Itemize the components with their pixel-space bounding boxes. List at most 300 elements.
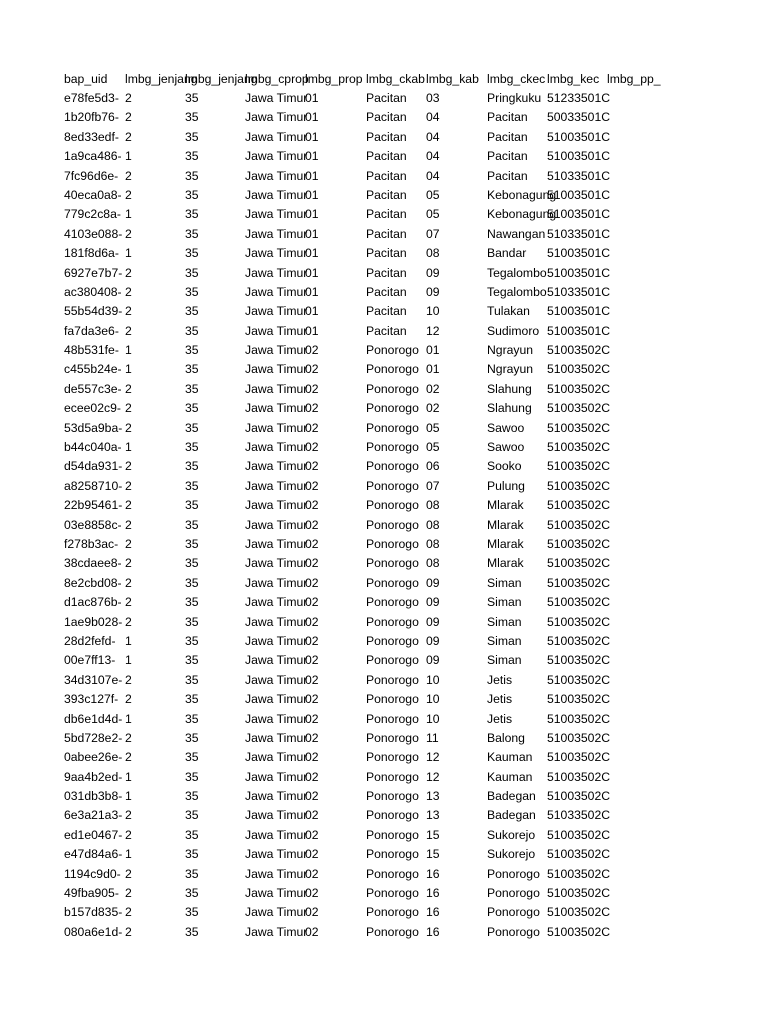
cell-lmbg-prop[interactable]: Jawa Timur xyxy=(245,905,308,920)
cell-lmbg-prop[interactable]: Jawa Timur xyxy=(245,284,308,299)
cell-bap-uid[interactable] xyxy=(64,302,125,321)
cell-lmbg-kec[interactable]: Nawangan xyxy=(487,226,546,241)
cell-lmbg-kec[interactable]: Pacitan xyxy=(487,129,528,144)
cell-lmbg-ckec[interactable]: 16 xyxy=(426,924,440,939)
cell-bap-uid[interactable] xyxy=(64,108,125,127)
cell-lmbg-kab[interactable]: Pacitan xyxy=(366,284,407,299)
cell-lmbg-cprop[interactable]: 35 xyxy=(185,847,199,862)
cell-lmbg-kab[interactable]: Ponorogo xyxy=(366,924,419,939)
cell-lmbg-kec[interactable]: Siman xyxy=(487,633,522,648)
cell-lmbg-ckab[interactable]: 02 xyxy=(305,420,319,435)
cell-lmbg-kab[interactable]: Ponorogo xyxy=(366,459,419,474)
cell-lmbg-pp[interactable]: 51003502C xyxy=(547,614,611,629)
header-lmbg-jenjang[interactable]: lmbg_jenjang xyxy=(125,72,198,86)
cell-lmbg-ckab[interactable]: 02 xyxy=(305,556,319,571)
cell-lmbg-kec[interactable]: Jetis xyxy=(487,711,513,726)
cell-lmbg-ckab[interactable]: 01 xyxy=(305,149,319,164)
cell-lmbg-kec[interactable]: Pacitan xyxy=(487,168,528,183)
cell-lmbg-prop[interactable]: Jawa Timur xyxy=(245,595,308,610)
cell-lmbg-kab[interactable]: Ponorogo xyxy=(366,536,419,551)
cell-lmbg-ckec[interactable]: 12 xyxy=(426,769,440,784)
cell-lmbg-kab[interactable]: Ponorogo xyxy=(366,381,419,396)
cell-lmbg-ckab[interactable]: 01 xyxy=(305,91,319,105)
cell-lmbg-pp[interactable]: 51033501C xyxy=(547,226,611,241)
header-lmbg-prop[interactable]: lmbg_prop xyxy=(305,72,363,86)
cell-lmbg-ckab[interactable]: 02 xyxy=(305,575,319,590)
cell-lmbg-pp[interactable]: 51003502C xyxy=(547,517,611,532)
cell-lmbg-jenjang[interactable]: 2 xyxy=(125,595,132,610)
cell-lmbg-jenjang[interactable]: 2 xyxy=(125,614,132,629)
cell-lmbg-kec[interactable]: Mlarak xyxy=(487,556,524,571)
cell-lmbg-jenjang[interactable]: 2 xyxy=(125,672,132,687)
cell-lmbg-jenjang[interactable]: 2 xyxy=(125,129,132,144)
cell-lmbg-pp[interactable]: 51003501C xyxy=(547,187,611,202)
cell-lmbg-jenjang[interactable]: 1 xyxy=(125,246,132,261)
cell-lmbg-prop[interactable]: Jawa Timur xyxy=(245,362,308,377)
cell-lmbg-ckec[interactable]: 12 xyxy=(426,323,440,338)
cell-bap-uid[interactable] xyxy=(64,360,125,379)
cell-lmbg-kec[interactable]: Ponorogo xyxy=(487,924,540,939)
cell-lmbg-cprop[interactable]: 35 xyxy=(185,187,199,202)
cell-lmbg-cprop[interactable]: 35 xyxy=(185,789,199,804)
cell-lmbg-cprop[interactable]: 35 xyxy=(185,827,199,842)
cell-lmbg-ckec[interactable]: 12 xyxy=(426,750,440,765)
cell-lmbg-pp[interactable]: 51003502C xyxy=(547,827,611,842)
cell-lmbg-ckec[interactable]: 15 xyxy=(426,847,440,862)
cell-lmbg-kec[interactable]: Pulung xyxy=(487,478,525,493)
cell-lmbg-prop[interactable]: Jawa Timur xyxy=(245,323,308,338)
cell-lmbg-jenjang[interactable]: 2 xyxy=(125,187,132,202)
cell-lmbg-jenjang[interactable]: 2 xyxy=(125,265,132,280)
header-lmbg-ckec[interactable]: lmbg_ckec xyxy=(487,72,546,86)
cell-lmbg-cprop[interactable]: 35 xyxy=(185,91,199,105)
cell-lmbg-kec[interactable]: Mlarak xyxy=(487,536,524,551)
cell-lmbg-prop[interactable]: Jawa Timur xyxy=(245,692,308,707)
cell-lmbg-prop[interactable]: Jawa Timur xyxy=(245,440,308,455)
cell-lmbg-prop[interactable]: Jawa Timur xyxy=(245,343,308,358)
cell-lmbg-ckab[interactable]: 02 xyxy=(305,401,319,416)
cell-lmbg-pp[interactable]: 51003502C xyxy=(547,711,611,726)
cell-bap-uid[interactable] xyxy=(64,923,125,942)
cell-lmbg-ckec[interactable]: 10 xyxy=(426,692,440,707)
cell-bap-uid[interactable] xyxy=(64,89,125,108)
cell-lmbg-kec[interactable]: Siman xyxy=(487,614,522,629)
cell-lmbg-ckec[interactable]: 04 xyxy=(426,168,440,183)
cell-lmbg-ckec[interactable]: 07 xyxy=(426,478,440,493)
cell-lmbg-kab[interactable]: Ponorogo xyxy=(366,808,419,823)
cell-lmbg-cprop[interactable]: 35 xyxy=(185,750,199,765)
cell-bap-uid[interactable] xyxy=(64,477,125,496)
cell-lmbg-kab[interactable]: Pacitan xyxy=(366,129,407,144)
cell-lmbg-kab[interactable]: Pacitan xyxy=(366,187,407,202)
cell-lmbg-prop[interactable]: Jawa Timur xyxy=(245,653,308,668)
cell-lmbg-kab[interactable]: Ponorogo xyxy=(366,750,419,765)
cell-lmbg-pp[interactable]: 51003501C xyxy=(547,129,611,144)
cell-bap-uid[interactable] xyxy=(64,438,125,457)
cell-lmbg-kab[interactable]: Ponorogo xyxy=(366,498,419,513)
cell-lmbg-cprop[interactable]: 35 xyxy=(185,614,199,629)
cell-bap-uid[interactable] xyxy=(64,651,125,670)
cell-lmbg-pp[interactable]: 51033501C xyxy=(547,168,611,183)
cell-lmbg-ckec[interactable]: 09 xyxy=(426,633,440,648)
cell-lmbg-prop[interactable]: Jawa Timur xyxy=(245,187,308,202)
cell-lmbg-kab[interactable]: Pacitan xyxy=(366,207,407,222)
cell-bap-uid[interactable] xyxy=(64,457,125,476)
cell-lmbg-ckec[interactable]: 01 xyxy=(426,343,440,358)
cell-lmbg-prop[interactable]: Jawa Timur xyxy=(245,110,308,125)
cell-lmbg-kec[interactable]: Ponorogo xyxy=(487,866,540,881)
cell-bap-uid[interactable] xyxy=(64,903,125,922)
cell-lmbg-jenjang[interactable]: 2 xyxy=(125,517,132,532)
cell-lmbg-prop[interactable]: Jawa Timur xyxy=(245,886,308,901)
cell-lmbg-ckab[interactable]: 02 xyxy=(305,769,319,784)
cell-lmbg-ckab[interactable]: 01 xyxy=(305,187,319,202)
cell-lmbg-ckec[interactable]: 09 xyxy=(426,265,440,280)
cell-lmbg-ckec[interactable]: 05 xyxy=(426,420,440,435)
cell-bap-uid[interactable] xyxy=(64,283,125,302)
cell-lmbg-cprop[interactable]: 35 xyxy=(185,575,199,590)
cell-lmbg-pp[interactable]: 51003502C xyxy=(547,536,611,551)
cell-lmbg-kec[interactable]: Tulakan xyxy=(487,304,530,319)
cell-lmbg-prop[interactable]: Jawa Timur xyxy=(245,420,308,435)
cell-lmbg-prop[interactable]: Jawa Timur xyxy=(245,149,308,164)
cell-lmbg-cprop[interactable]: 35 xyxy=(185,381,199,396)
header-lmbg-kec[interactable]: lmbg_kec xyxy=(547,72,600,86)
cell-lmbg-pp[interactable]: 51003502C xyxy=(547,672,611,687)
cell-lmbg-kec[interactable]: Ponorogo xyxy=(487,905,540,920)
cell-lmbg-kec[interactable]: Bandar xyxy=(487,246,527,261)
cell-lmbg-cprop[interactable]: 35 xyxy=(185,653,199,668)
cell-lmbg-cprop[interactable]: 35 xyxy=(185,362,199,377)
cell-lmbg-kec[interactable]: Pringkuku xyxy=(487,91,542,105)
cell-lmbg-kec[interactable]: Pacitan xyxy=(487,110,528,125)
cell-lmbg-jenjang[interactable]: 1 xyxy=(125,789,132,804)
cell-lmbg-ckec[interactable]: 02 xyxy=(426,381,440,396)
cell-lmbg-jenjang[interactable]: 2 xyxy=(125,750,132,765)
cell-lmbg-kec[interactable]: Kebonagung xyxy=(487,207,557,222)
cell-lmbg-prop[interactable]: Jawa Timur xyxy=(245,847,308,862)
cell-lmbg-jenjang[interactable]: 1 xyxy=(125,847,132,862)
cell-lmbg-kec[interactable]: Pacitan xyxy=(487,149,528,164)
cell-lmbg-kab[interactable]: Ponorogo xyxy=(366,692,419,707)
cell-lmbg-pp[interactable]: 51003502C xyxy=(547,498,611,513)
cell-lmbg-cprop[interactable]: 35 xyxy=(185,536,199,551)
header-lmbg-jenjang-2[interactable]: lmbg_jenjang xyxy=(185,72,258,86)
cell-lmbg-pp[interactable]: 51003502C xyxy=(547,905,611,920)
cell-lmbg-ckec[interactable]: 08 xyxy=(426,556,440,571)
cell-lmbg-jenjang[interactable]: 2 xyxy=(125,575,132,590)
cell-lmbg-kec[interactable]: Sawoo xyxy=(487,440,525,455)
cell-lmbg-kab[interactable]: Ponorogo xyxy=(366,789,419,804)
cell-lmbg-ckab[interactable]: 01 xyxy=(305,129,319,144)
cell-lmbg-kec[interactable]: Siman xyxy=(487,575,522,590)
cell-lmbg-jenjang[interactable]: 1 xyxy=(125,207,132,222)
cell-lmbg-kec[interactable]: Siman xyxy=(487,595,522,610)
cell-bap-uid[interactable] xyxy=(64,496,125,515)
cell-lmbg-ckab[interactable]: 01 xyxy=(305,168,319,183)
cell-lmbg-jenjang[interactable]: 2 xyxy=(125,827,132,842)
cell-lmbg-kab[interactable]: Pacitan xyxy=(366,226,407,241)
cell-lmbg-ckec[interactable]: 16 xyxy=(426,905,440,920)
cell-lmbg-kec[interactable]: Kebonagung xyxy=(487,187,557,202)
cell-lmbg-ckec[interactable]: 10 xyxy=(426,672,440,687)
cell-lmbg-kec[interactable]: Slahung xyxy=(487,401,532,416)
cell-lmbg-ckec[interactable]: 02 xyxy=(426,401,440,416)
cell-lmbg-prop[interactable]: Jawa Timur xyxy=(245,401,308,416)
cell-lmbg-ckab[interactable]: 02 xyxy=(305,440,319,455)
cell-lmbg-kab[interactable]: Ponorogo xyxy=(366,362,419,377)
cell-lmbg-pp[interactable]: 51003502C xyxy=(547,730,611,745)
cell-lmbg-jenjang[interactable]: 2 xyxy=(125,556,132,571)
cell-bap-uid[interactable] xyxy=(64,205,125,224)
cell-bap-uid[interactable] xyxy=(64,186,125,205)
cell-lmbg-jenjang[interactable]: 2 xyxy=(125,381,132,396)
cell-lmbg-cprop[interactable]: 35 xyxy=(185,730,199,745)
cell-lmbg-ckec[interactable]: 10 xyxy=(426,711,440,726)
cell-lmbg-ckec[interactable]: 16 xyxy=(426,866,440,881)
cell-lmbg-pp[interactable]: 51003502C xyxy=(547,401,611,416)
cell-lmbg-kec[interactable]: Kauman xyxy=(487,769,533,784)
cell-lmbg-kec[interactable]: Kauman xyxy=(487,750,533,765)
cell-lmbg-kab[interactable]: Pacitan xyxy=(366,246,407,261)
cell-lmbg-jenjang[interactable]: 2 xyxy=(125,401,132,416)
cell-bap-uid[interactable] xyxy=(64,593,125,612)
cell-lmbg-ckab[interactable]: 02 xyxy=(305,498,319,513)
cell-lmbg-prop[interactable]: Jawa Timur xyxy=(245,924,308,939)
header-lmbg-pp[interactable]: lmbg_pp_ xyxy=(607,72,661,86)
cell-lmbg-prop[interactable]: Jawa Timur xyxy=(245,265,308,280)
cell-bap-uid[interactable] xyxy=(64,845,125,864)
cell-lmbg-kab[interactable]: Pacitan xyxy=(366,149,407,164)
cell-lmbg-jenjang[interactable]: 1 xyxy=(125,653,132,668)
cell-lmbg-cprop[interactable]: 35 xyxy=(185,692,199,707)
cell-lmbg-prop[interactable]: Jawa Timur xyxy=(245,769,308,784)
cell-lmbg-kec[interactable]: Sawoo xyxy=(487,420,525,435)
cell-lmbg-pp[interactable]: 51003502C xyxy=(547,575,611,590)
cell-lmbg-pp[interactable]: 51003502C xyxy=(547,847,611,862)
cell-lmbg-jenjang[interactable]: 2 xyxy=(125,478,132,493)
cell-lmbg-prop[interactable]: Jawa Timur xyxy=(245,827,308,842)
cell-lmbg-jenjang[interactable]: 2 xyxy=(125,808,132,823)
cell-lmbg-pp[interactable]: 51003502C xyxy=(547,692,611,707)
cell-bap-uid[interactable] xyxy=(64,147,125,166)
cell-bap-uid[interactable] xyxy=(64,419,125,438)
cell-lmbg-ckec[interactable]: 11 xyxy=(426,730,439,745)
cell-lmbg-ckec[interactable]: 04 xyxy=(426,129,440,144)
cell-lmbg-prop[interactable]: Jawa Timur xyxy=(245,711,308,726)
cell-lmbg-pp[interactable]: 51003502C xyxy=(547,924,611,939)
cell-lmbg-jenjang[interactable]: 1 xyxy=(125,362,132,377)
header-lmbg-cprop[interactable]: lmbg_cprop xyxy=(245,72,309,86)
cell-lmbg-ckab[interactable]: 02 xyxy=(305,750,319,765)
cell-lmbg-prop[interactable]: Jawa Timur xyxy=(245,730,308,745)
cell-lmbg-ckec[interactable]: 09 xyxy=(426,653,440,668)
cell-lmbg-kab[interactable]: Pacitan xyxy=(366,304,407,319)
cell-lmbg-kab[interactable]: Ponorogo xyxy=(366,440,419,455)
cell-bap-uid[interactable] xyxy=(64,341,125,360)
cell-lmbg-prop[interactable]: Jawa Timur xyxy=(245,459,308,474)
cell-lmbg-cprop[interactable]: 35 xyxy=(185,905,199,920)
cell-lmbg-jenjang[interactable]: 1 xyxy=(125,440,132,455)
cell-lmbg-kab[interactable]: Ponorogo xyxy=(366,866,419,881)
cell-lmbg-ckab[interactable]: 02 xyxy=(305,517,319,532)
cell-lmbg-jenjang[interactable]: 2 xyxy=(125,168,132,183)
cell-lmbg-cprop[interactable]: 35 xyxy=(185,808,199,823)
cell-lmbg-ckec[interactable]: 09 xyxy=(426,284,440,299)
cell-lmbg-pp[interactable]: 51003502C xyxy=(547,653,611,668)
cell-lmbg-ckab[interactable]: 02 xyxy=(305,886,319,901)
cell-lmbg-kab[interactable]: Ponorogo xyxy=(366,401,419,416)
cell-lmbg-pp[interactable]: 51003502C xyxy=(547,420,611,435)
cell-lmbg-ckab[interactable]: 02 xyxy=(305,905,319,920)
cell-bap-uid[interactable] xyxy=(64,399,125,418)
cell-lmbg-cprop[interactable]: 35 xyxy=(185,226,199,241)
cell-lmbg-ckec[interactable]: 16 xyxy=(426,886,440,901)
cell-lmbg-ckab[interactable]: 01 xyxy=(305,110,319,125)
cell-lmbg-ckec[interactable]: 04 xyxy=(426,149,440,164)
cell-bap-uid[interactable] xyxy=(64,167,125,186)
cell-lmbg-cprop[interactable]: 35 xyxy=(185,633,199,648)
cell-lmbg-kec[interactable]: Sukorejo xyxy=(487,827,536,842)
cell-bap-uid[interactable] xyxy=(64,554,125,573)
cell-lmbg-kec[interactable]: Badegan xyxy=(487,808,536,823)
cell-bap-uid[interactable] xyxy=(64,516,125,535)
cell-lmbg-kab[interactable]: Pacitan xyxy=(366,91,407,105)
cell-lmbg-kec[interactable]: Balong xyxy=(487,730,525,745)
cell-lmbg-ckec[interactable]: 05 xyxy=(426,187,440,202)
cell-lmbg-prop[interactable]: Jawa Timur xyxy=(245,536,308,551)
cell-lmbg-cprop[interactable]: 35 xyxy=(185,517,199,532)
cell-lmbg-prop[interactable]: Jawa Timur xyxy=(245,866,308,881)
cell-lmbg-cprop[interactable]: 35 xyxy=(185,924,199,939)
cell-lmbg-pp[interactable]: 51003502C xyxy=(547,362,611,377)
cell-lmbg-kec[interactable]: Jetis xyxy=(487,692,513,707)
cell-lmbg-ckab[interactable]: 02 xyxy=(305,614,319,629)
cell-lmbg-prop[interactable]: Jawa Timur xyxy=(245,91,308,105)
cell-lmbg-prop[interactable]: Jawa Timur xyxy=(245,575,308,590)
cell-lmbg-pp[interactable]: 51003502C xyxy=(547,633,611,648)
cell-bap-uid[interactable] xyxy=(64,322,125,341)
cell-lmbg-kec[interactable]: Ponorogo xyxy=(487,886,540,901)
cell-lmbg-ckab[interactable]: 01 xyxy=(305,323,319,338)
cell-lmbg-ckec[interactable]: 05 xyxy=(426,440,440,455)
cell-lmbg-jenjang[interactable]: 2 xyxy=(125,304,132,319)
cell-lmbg-cprop[interactable]: 35 xyxy=(185,304,199,319)
cell-lmbg-cprop[interactable]: 35 xyxy=(185,886,199,901)
cell-lmbg-cprop[interactable]: 35 xyxy=(185,401,199,416)
cell-lmbg-ckab[interactable]: 01 xyxy=(305,265,319,280)
cell-lmbg-prop[interactable]: Jawa Timur xyxy=(245,750,308,765)
cell-lmbg-pp[interactable]: 51003501C xyxy=(547,207,611,222)
cell-lmbg-kab[interactable]: Pacitan xyxy=(366,110,407,125)
cell-lmbg-ckec[interactable]: 09 xyxy=(426,575,440,590)
cell-lmbg-pp[interactable]: 51003502C xyxy=(547,459,611,474)
cell-lmbg-kab[interactable]: Ponorogo xyxy=(366,711,419,726)
cell-lmbg-ckec[interactable]: 07 xyxy=(426,226,440,241)
cell-bap-uid[interactable] xyxy=(64,225,125,244)
cell-bap-uid[interactable] xyxy=(64,264,125,283)
cell-bap-uid[interactable] xyxy=(64,884,125,903)
cell-lmbg-cprop[interactable]: 35 xyxy=(185,459,199,474)
cell-lmbg-jenjang[interactable]: 2 xyxy=(125,91,132,105)
cell-lmbg-ckab[interactable]: 01 xyxy=(305,304,319,319)
cell-lmbg-ckec[interactable]: 15 xyxy=(426,827,440,842)
cell-lmbg-pp[interactable]: 51003502C xyxy=(547,769,611,784)
cell-lmbg-pp[interactable]: 51003502C xyxy=(547,886,611,901)
cell-lmbg-kab[interactable]: Ponorogo xyxy=(366,420,419,435)
cell-lmbg-kec[interactable]: Sudimoro xyxy=(487,323,540,338)
cell-bap-uid[interactable] xyxy=(64,535,125,554)
cell-lmbg-pp[interactable]: 51003501C xyxy=(547,265,611,280)
cell-lmbg-jenjang[interactable]: 2 xyxy=(125,284,132,299)
cell-lmbg-pp[interactable]: 51003501C xyxy=(547,149,611,164)
cell-lmbg-ckec[interactable]: 08 xyxy=(426,498,440,513)
cell-lmbg-prop[interactable]: Jawa Timur xyxy=(245,672,308,687)
cell-lmbg-kab[interactable]: Ponorogo xyxy=(366,595,419,610)
cell-lmbg-jenjang[interactable]: 2 xyxy=(125,110,132,125)
cell-lmbg-kab[interactable]: Ponorogo xyxy=(366,827,419,842)
cell-bap-uid[interactable] xyxy=(64,826,125,845)
cell-lmbg-kab[interactable]: Ponorogo xyxy=(366,769,419,784)
cell-lmbg-jenjang[interactable]: 2 xyxy=(125,924,132,939)
cell-lmbg-jenjang[interactable]: 2 xyxy=(125,886,132,901)
cell-lmbg-kab[interactable]: Ponorogo xyxy=(366,517,419,532)
cell-lmbg-prop[interactable]: Jawa Timur xyxy=(245,789,308,804)
cell-lmbg-cprop[interactable]: 35 xyxy=(185,343,199,358)
cell-bap-uid[interactable] xyxy=(64,613,125,632)
cell-lmbg-cprop[interactable]: 35 xyxy=(185,672,199,687)
cell-lmbg-ckab[interactable]: 01 xyxy=(305,226,319,241)
cell-lmbg-kec[interactable]: Ngrayun xyxy=(487,362,534,377)
header-lmbg-kab[interactable]: lmbg_kab xyxy=(426,72,479,86)
cell-lmbg-ckab[interactable]: 02 xyxy=(305,478,319,493)
cell-lmbg-pp[interactable]: 51003502C xyxy=(547,556,611,571)
cell-lmbg-jenjang[interactable]: 2 xyxy=(125,730,132,745)
cell-lmbg-ckec[interactable]: 10 xyxy=(426,304,440,319)
cell-bap-uid[interactable] xyxy=(64,632,125,651)
cell-lmbg-ckab[interactable]: 02 xyxy=(305,536,319,551)
cell-lmbg-ckab[interactable]: 01 xyxy=(305,246,319,261)
cell-lmbg-jenjang[interactable]: 2 xyxy=(125,866,132,881)
cell-bap-uid[interactable] xyxy=(64,787,125,806)
cell-lmbg-jenjang[interactable]: 2 xyxy=(125,226,132,241)
cell-lmbg-jenjang[interactable]: 2 xyxy=(125,459,132,474)
cell-lmbg-kec[interactable]: Badegan xyxy=(487,789,536,804)
cell-lmbg-kab[interactable]: Ponorogo xyxy=(366,343,419,358)
cell-lmbg-ckab[interactable]: 02 xyxy=(305,827,319,842)
cell-lmbg-pp[interactable]: 51003502C xyxy=(547,595,611,610)
cell-lmbg-cprop[interactable]: 35 xyxy=(185,265,199,280)
cell-lmbg-jenjang[interactable]: 1 xyxy=(125,769,132,784)
cell-lmbg-pp[interactable]: 51003502C xyxy=(547,440,611,455)
cell-lmbg-ckec[interactable]: 13 xyxy=(426,789,440,804)
header-bap-uid[interactable]: bap_uid xyxy=(64,72,108,86)
cell-lmbg-jenjang[interactable]: 2 xyxy=(125,536,132,551)
cell-lmbg-prop[interactable]: Jawa Timur xyxy=(245,498,308,513)
cell-lmbg-pp[interactable]: 51033502C xyxy=(547,808,611,823)
cell-lmbg-prop[interactable]: Jawa Timur xyxy=(245,129,308,144)
cell-lmbg-prop[interactable]: Jawa Timur xyxy=(245,614,308,629)
cell-lmbg-pp[interactable]: 51003502C xyxy=(547,478,611,493)
cell-lmbg-cprop[interactable]: 35 xyxy=(185,129,199,144)
cell-lmbg-jenjang[interactable]: 1 xyxy=(125,343,132,358)
cell-lmbg-kab[interactable]: Pacitan xyxy=(366,168,407,183)
cell-lmbg-kab[interactable]: Ponorogo xyxy=(366,672,419,687)
cell-lmbg-jenjang[interactable]: 2 xyxy=(125,498,132,513)
cell-lmbg-kab[interactable]: Ponorogo xyxy=(366,847,419,862)
cell-lmbg-prop[interactable]: Jawa Timur xyxy=(245,478,308,493)
cell-lmbg-ckec[interactable]: 01 xyxy=(426,362,440,377)
